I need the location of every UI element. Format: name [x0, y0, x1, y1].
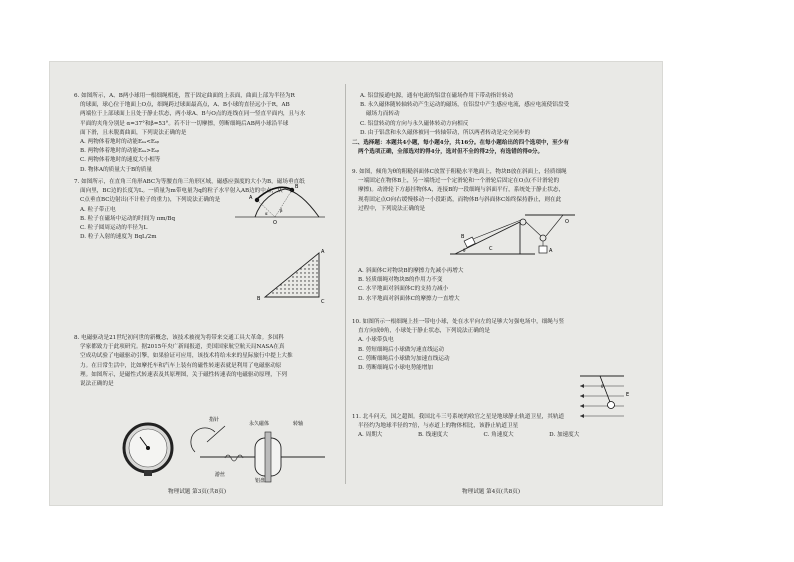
- field-dot: [316, 288, 317, 289]
- section-2-header: [352, 139, 569, 157]
- field-dot: [288, 284, 289, 285]
- field-dot: [284, 284, 285, 285]
- field-dot: [304, 268, 305, 269]
- field-dot: [316, 268, 317, 269]
- field-dot: [304, 292, 305, 293]
- field-dot: [300, 268, 301, 269]
- q6-option-a: A. 两物体着地时的动能Eₖₐ<Eₖᵦ: [80, 139, 160, 146]
- q9-line: 摩擦)。动滑轮下方悬挂物体A，连接B的一段细绳与斜面平行，系统处于静止状态，: [358, 187, 565, 194]
- q7-triangle-field-figure: [255, 247, 330, 307]
- section-2-line: 两个选项正确，全部选对的得4分，选对但不全的得2分，有选错的得0分。: [358, 149, 544, 156]
- question-10: [352, 318, 564, 373]
- field-dot: [292, 276, 293, 277]
- label-e: E: [626, 392, 630, 398]
- label-a: A: [249, 195, 253, 201]
- field-dot: [316, 292, 317, 293]
- q8-option-d: D. 由于铝盘和永久磁体被同一转轴带动，所以两者转动是完全同步的: [360, 129, 531, 136]
- q6-line: 两端位于上部球面上且处于静止状态，两小球A、B与O点的连线在同一竖直平面内，且与水: [80, 111, 306, 118]
- q10-line: 10. 如图所示一根细绳上挂一带电小球，处在水平向左的足够大匀强电场中，细绳与竖: [352, 319, 565, 325]
- q7-option-a: A. 粒子带正电: [80, 206, 116, 213]
- question-9-options: [352, 267, 464, 304]
- field-dot: [308, 268, 309, 269]
- label-theta: θ: [601, 384, 604, 389]
- field-dot: [300, 276, 301, 277]
- field-dot: [300, 292, 301, 293]
- page-4-footer: 物理试题 第4页(共8页): [462, 489, 521, 495]
- label-spring: 游丝: [215, 472, 226, 478]
- q9-option-b: B. 轻质细绳对物块B的作用力不变: [358, 277, 443, 284]
- q10-option-a: A. 小球带负电: [358, 337, 394, 344]
- field-dot: [288, 292, 289, 293]
- q8-option-b-cont: 磁场力而转动: [366, 111, 400, 118]
- exam-sheet: [50, 62, 662, 505]
- field-dot: [280, 292, 281, 293]
- field-dot: [296, 276, 297, 277]
- field-dot: [308, 276, 309, 277]
- field-dot: [308, 280, 309, 281]
- q6-line: 平面的夹角分别是 α=37°和β=53°。若不计一切摩擦，剪断细绳后AB两小球沿半球: [80, 120, 289, 127]
- q7-line: 7. 如图所示，在直角三角形ABC为等腰直角三角形区域，磁感应强度的大小为B，磁场垂直纸: [74, 179, 305, 185]
- field-dot: [300, 288, 301, 289]
- q6-line: 面下滑，且未脱离曲面，下列说法正确的是: [80, 129, 187, 136]
- field-dot: [304, 276, 305, 277]
- page-3-footer: 物理试题 第3页(共8页): [168, 489, 227, 495]
- label-b: B: [295, 184, 299, 190]
- field-dot: [312, 268, 313, 269]
- speedometer-photo: [120, 420, 178, 478]
- q8-line: 力。在日常生活中，比如摩托车和汽车上装有的磁性转速表就是利用了电磁驱动原: [80, 362, 282, 369]
- label-b: B: [461, 234, 465, 240]
- label-a: A: [549, 248, 553, 254]
- q9-line: 过程中，下列说法正确的是: [358, 205, 426, 212]
- field-dot: [304, 272, 305, 273]
- q9-option-a: A. 斜面体C对物块B的摩擦力先减小再增大: [358, 268, 464, 274]
- field-dot: [312, 292, 313, 293]
- field-dot: [312, 264, 313, 265]
- field-dot: [296, 284, 297, 285]
- q6-line: 的球面，球心位于地面上O点，细绳跨过球面最高点，A、B小球的直径远小于R，AB: [80, 102, 290, 109]
- q11-line: 11. 北斗问天，国之超图。我国北斗三号系统的收官之星是地球静止轨道卫星，其轨道: [352, 414, 565, 420]
- section-2-line: 二、选择题：本题共4小题，每小题4分，共16分。在每小题给出的四个选项中，至少有: [352, 140, 569, 146]
- label-magnet: 永久磁体: [249, 421, 270, 427]
- q7-line: 面向里，BC边的长度为L。一质量为m带电量为q的粒子水平射入AB边的中点，从: [80, 188, 283, 195]
- label-c: C: [321, 299, 325, 305]
- field-dot: [312, 280, 313, 281]
- label-o: O: [273, 220, 277, 226]
- question-7: [74, 178, 305, 242]
- label-shaft: 转轴: [293, 421, 304, 427]
- field-dot: [312, 284, 313, 285]
- q6-line: 6. 如图所示，A、B两小球用一根细绳相连，置于固定曲面的上表面，曲面上部为半径为R: [74, 93, 295, 99]
- q6-option-b: B. 两物体着地时的动能Eₖₐ>Eₖᵦ: [80, 148, 160, 155]
- field-dot: [316, 264, 317, 265]
- field-dot: [276, 288, 277, 289]
- field-dot: [316, 272, 317, 273]
- page-3-column: [50, 62, 342, 505]
- q8-line: 说法正确的是: [80, 381, 114, 388]
- label-disc: 铝盘: [255, 478, 266, 484]
- field-dot: [308, 264, 309, 265]
- question-11: [352, 413, 579, 441]
- q9-line: 现将固定点O向右缓慢移动一小段距离，而物体B与斜面体C始终保持静止，则在此: [358, 196, 562, 203]
- q10-electric-field-figure: [572, 372, 632, 420]
- label-c: C: [489, 246, 493, 252]
- label-beta: β: [280, 208, 283, 213]
- field-dot: [288, 288, 289, 289]
- field-dot: [296, 280, 297, 281]
- question-9: [352, 168, 567, 214]
- q7-option-c: C. 粒子圆周运动的半径为L: [80, 225, 148, 232]
- field-dot: [300, 272, 301, 273]
- q8-option-a: A. 铝盘接通电源，通有电流的铝盘在磁场作用下带动指针转动: [360, 93, 514, 99]
- field-dot: [292, 284, 293, 285]
- q8-line: 理。如图所示，是磁性式转速表及其原理图，关于磁性转速表的电磁驱动原理，下列: [80, 371, 287, 378]
- field-dot: [304, 288, 305, 289]
- field-dot: [284, 292, 285, 293]
- field-dot: [308, 288, 309, 289]
- field-dot: [272, 292, 273, 293]
- field-dot: [312, 260, 313, 261]
- q7-option-d: D. 粒子入射的速度为 BqL/2m: [80, 234, 157, 241]
- field-dot: [296, 288, 297, 289]
- q10-line: 直方向成θ角，小球处于静止状态，下列说法正确的是: [358, 328, 491, 335]
- label-a: A: [321, 249, 325, 255]
- field-dot: [280, 288, 281, 289]
- field-dot: [312, 288, 313, 289]
- page-4-column: [350, 62, 662, 505]
- q8-speedometer-diagram: [185, 412, 330, 484]
- field-dot: [304, 280, 305, 281]
- column-divider: [345, 84, 346, 484]
- field-dot: [316, 284, 317, 285]
- field-dot: [300, 284, 301, 285]
- q8-line: 8. 电磁驱动是21世纪初问世的新概念，该技术被视为将带来交通工具大革命。多国科: [74, 335, 285, 341]
- q6-option-c: C. 两物体着地时的速度大小相等: [80, 157, 161, 164]
- q7-line: C点垂直BC边射出(不计粒子的重力)，下列说法正确的是: [80, 197, 221, 204]
- label-pointer: 指针: [209, 417, 220, 423]
- field-dot: [300, 280, 301, 281]
- label-o: O: [565, 219, 569, 225]
- q11-options: A. 周期大 B. 线速度大 C. 角速度大 D. 加速度大: [358, 432, 580, 439]
- q8-line: 学家都致力于此项研究。据2015年央广新闻报道，美国国家航空航天局NASA在真: [80, 344, 285, 351]
- field-dot: [312, 276, 313, 277]
- field-dot: [316, 260, 317, 261]
- field-dot: [308, 292, 309, 293]
- q8-option-c: C. 铝盘转动的方向与永久磁体转动方向相反: [360, 120, 469, 127]
- q9-option-c: C. 水平地面对斜面体C的支持力减小: [358, 286, 449, 293]
- q7-option-b: B. 粒子在磁场中运动的时间为 πm/Bq: [80, 215, 176, 222]
- field-dot: [284, 288, 285, 289]
- field-dot: [292, 292, 293, 293]
- field-dot: [304, 284, 305, 285]
- q9-option-d: D. 水平地面对斜面体C的摩擦力一直增大: [358, 295, 460, 302]
- q10-option-c: C. 剪断细绳后小球做匀加速直线运动: [358, 355, 450, 362]
- label-theta: θ: [463, 248, 466, 253]
- q8-line: 空成功试验了电磁驱动引擎，如果验证可应用，该技术将给未来的星际旅行中提上大推: [80, 353, 293, 360]
- field-dot: [296, 272, 297, 273]
- q11-line: 半径约为地球半径的7倍，与赤道上的物体相比，该静止轨道卫星: [358, 423, 519, 430]
- field-dot: [312, 272, 313, 273]
- q8-option-b: B. 永久磁体随转轴转动产生运动的磁场，在铝盘中产生感应电流，感应电流使铝盘受: [360, 102, 570, 109]
- label-b: B: [257, 296, 261, 302]
- label-alpha: α: [265, 211, 268, 216]
- field-dot: [316, 276, 317, 277]
- q10-option-d: D. 剪断细绳后小球电势能增加: [358, 365, 433, 372]
- field-dot: [316, 280, 317, 281]
- field-dot: [296, 292, 297, 293]
- field-dot: [280, 284, 281, 285]
- q9-line: 9. 如图，倾角为θ的粗糙斜面体C放置于粗糙水平地面上，物块B放在斜面上，轻质细绳: [352, 169, 567, 175]
- q9-line: 一端固定在物体B上，另一端绕过一个定滑轮和一个滑轮后固定在O点(不计滑轮的: [358, 178, 560, 185]
- question-8-options: [360, 92, 569, 138]
- question-6: [74, 92, 305, 175]
- q10-option-b: B. 剪短细绳后小球做匀速直线运动: [358, 346, 444, 353]
- field-dot: [308, 284, 309, 285]
- question-8: [74, 334, 293, 389]
- field-dot: [276, 292, 277, 293]
- field-dot: [292, 280, 293, 281]
- field-dot: [288, 280, 289, 281]
- q6-option-d: D. 物体A的质量大于B的质量: [80, 166, 152, 173]
- field-dot: [308, 272, 309, 273]
- q9-incline-pulley-figure: [445, 212, 585, 260]
- field-dot: [292, 288, 293, 289]
